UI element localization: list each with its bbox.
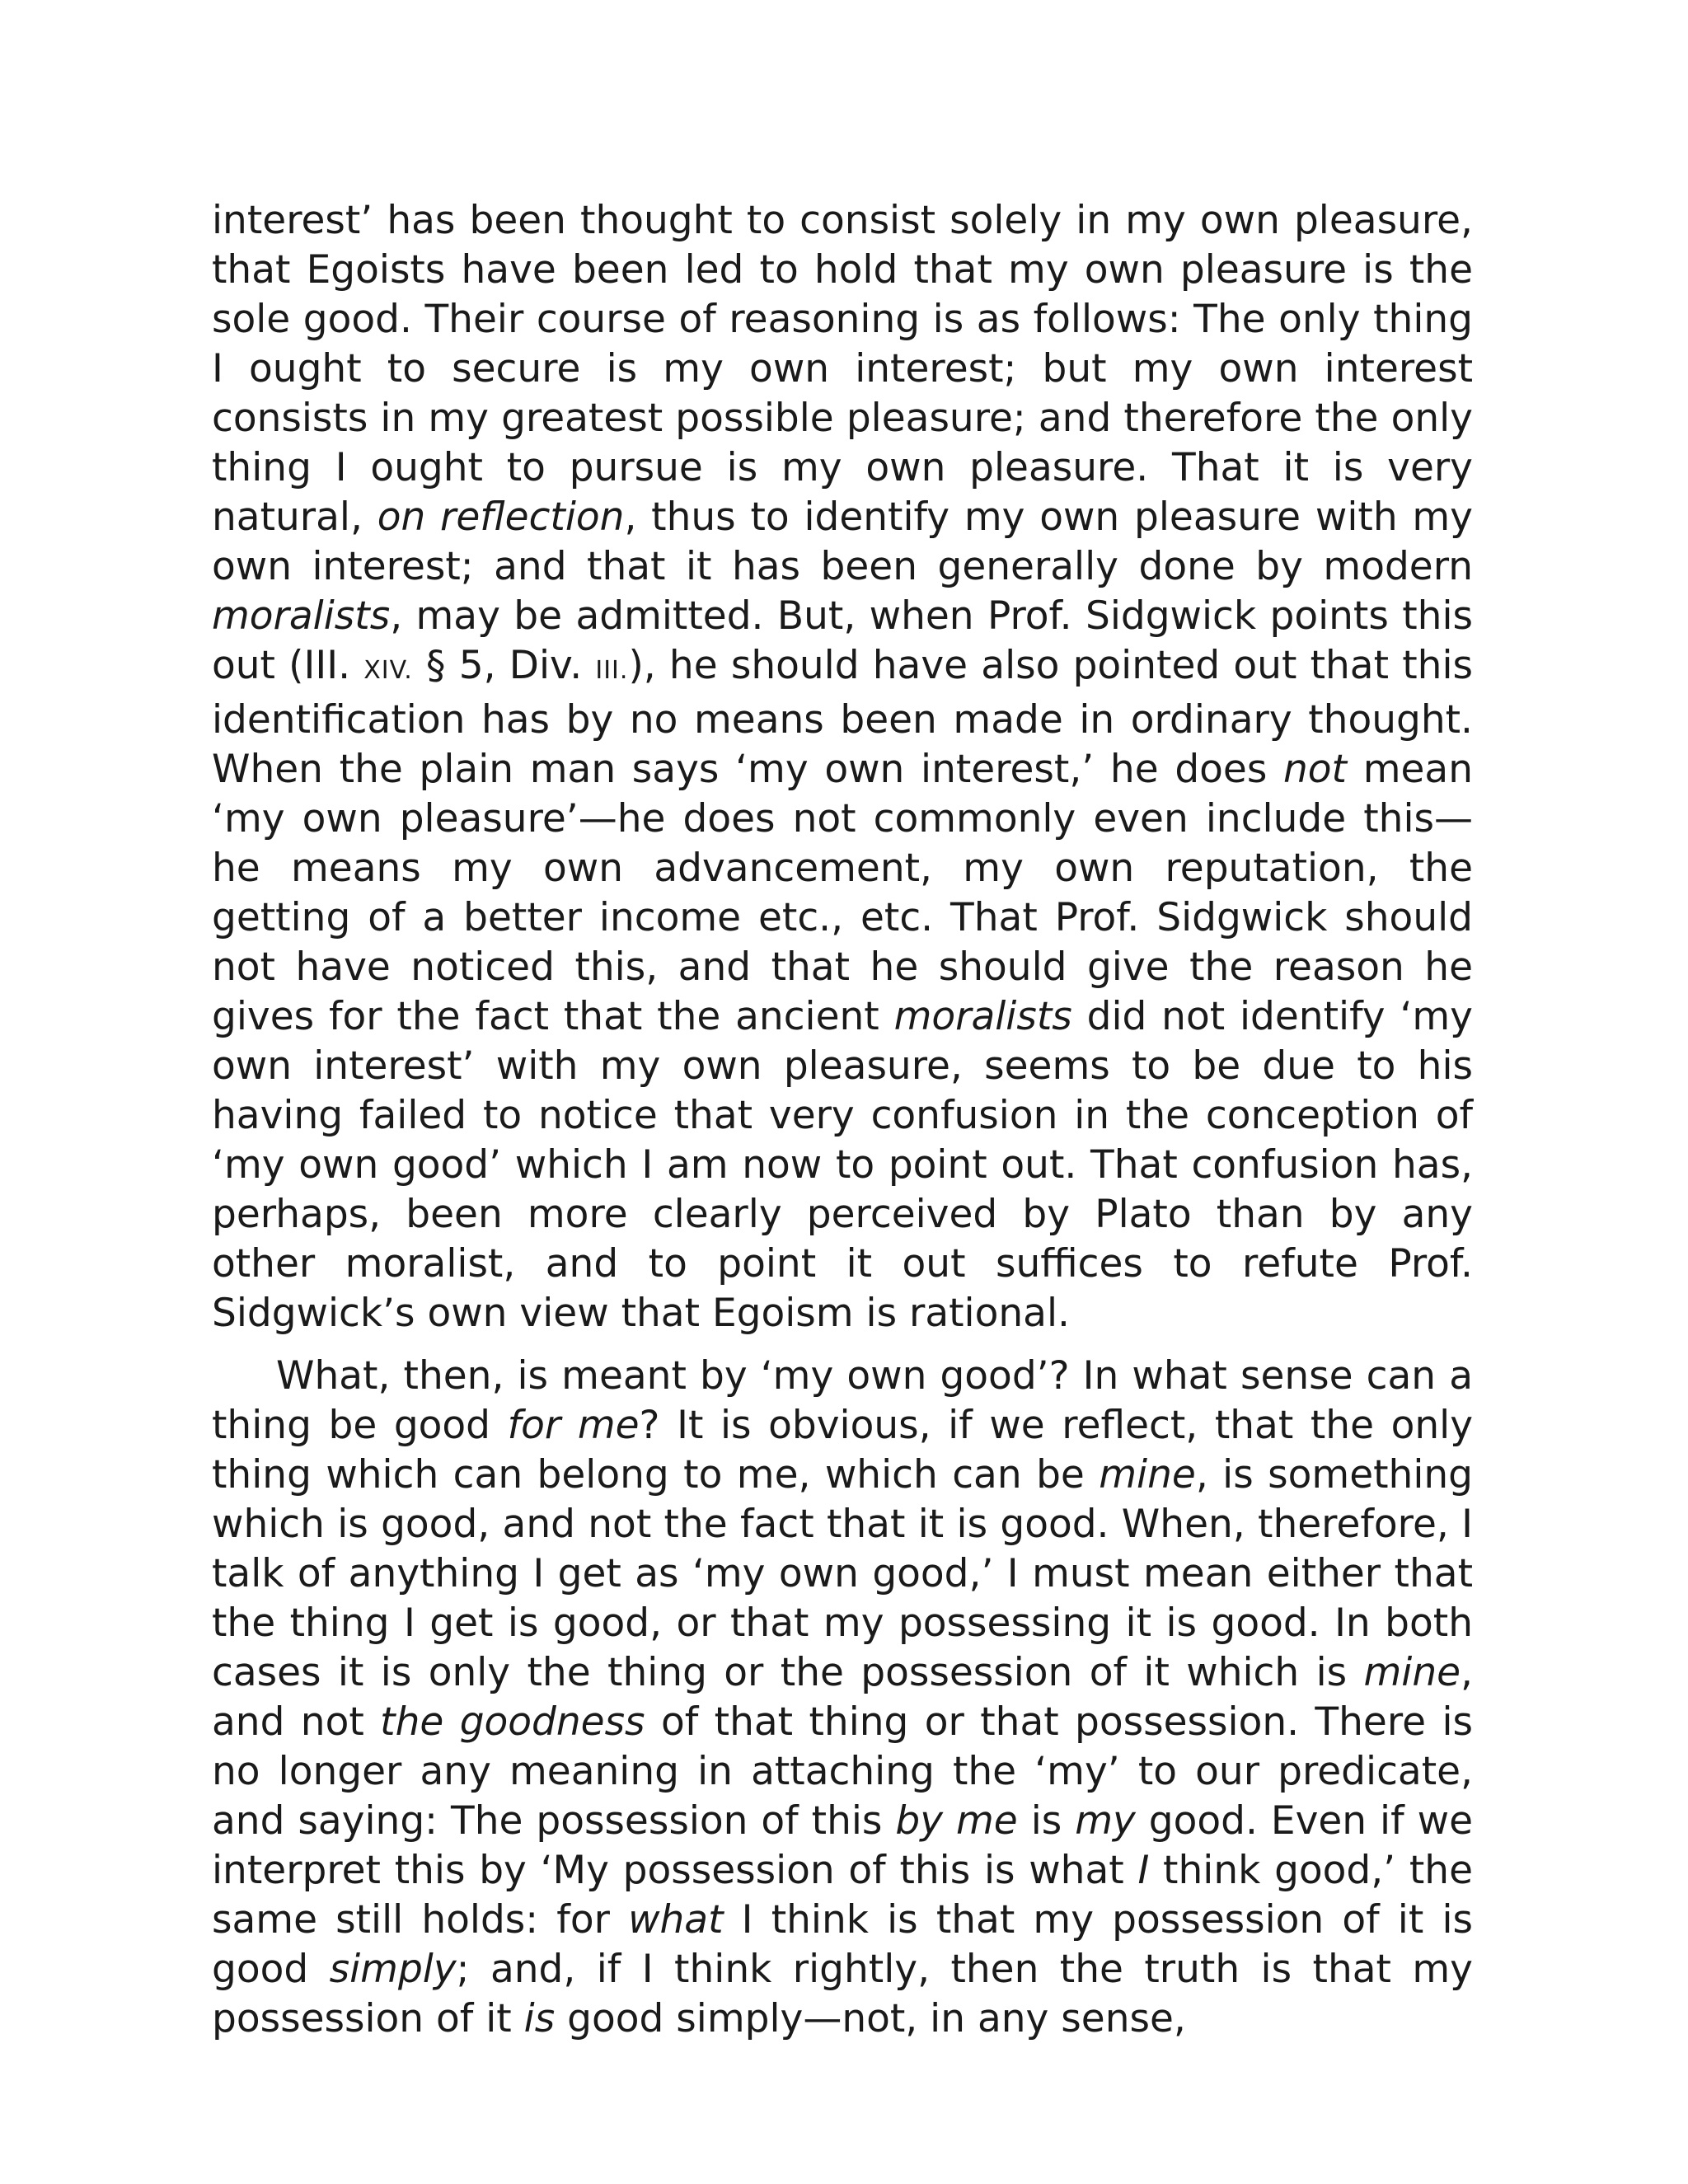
italic-segment: by me: [895, 1798, 1018, 1844]
text-segment: , thus to identify my own pleasure with my own interest; and that it has been generally done by modern: [212, 494, 1473, 589]
italic-segment: the goodness: [380, 1699, 645, 1745]
text-segment: interest’ has been thought to consist solely in my own pleasure, that Egoists have been led to hold that my own pleasure is the sole good. Their course of reasoning is as follows: The only thing I ought to secure is my own interest; but my own interest consists in my greatest possible pleasure; and therefore the only thing I ought to pursue is my own pleasure. That it is very natural,: [212, 198, 1473, 540]
italic-segment: simply: [329, 1947, 457, 1992]
text-segment: ? It is obvious, if we reflect, that the only thing which can belong to me, which can be: [212, 1403, 1474, 1497]
small-caps-segment: III.: [595, 656, 629, 685]
italic-segment: not: [1283, 747, 1347, 792]
italic-segment: for me: [507, 1403, 640, 1448]
paragraph-2: [212, 1352, 1473, 2044]
paragraph-1: [212, 196, 1473, 1338]
text-segment: mean ‘my own pleasure’—he does not commonly even include this—he means my own advancement, my own reputation, the getting of a better income etc., etc. That Prof. Sidgwick should not have noticed this, and that he should give the reason he gives for the fact that the ancient: [212, 747, 1473, 1039]
text-segment: What, then, is meant by ‘my own good’? In what sense can a thing be good: [212, 1353, 1473, 1448]
text-segment: think good,’ the same still holds: for: [212, 1848, 1473, 1943]
text-segment: , may be admitted. But, when Prof. Sidgwick points this out (III.: [212, 593, 1473, 688]
text-segment: of that thing or that possession. There is no longer any meaning in attaching the ‘my’ to our predicate, and saying: The possession of this: [212, 1699, 1473, 1844]
text-segment: , is something which is good, and not the fact that it is good. When, therefore, I talk of anything I get as ‘my own good,’ I must mean either that the thing I get is good, or that my possessing it is good. In both cases it is only the thing or the possession of it which is: [212, 1452, 1474, 1695]
italic-segment: mine: [1099, 1452, 1196, 1497]
text-segment: I think is that my possession of it is good: [212, 1897, 1473, 1992]
text-segment: , and not: [212, 1650, 1473, 1745]
italic-segment: moralists: [893, 994, 1072, 1039]
text-segment: good simply—not, in any sense,: [555, 1996, 1186, 2041]
italic-segment: I: [1137, 1848, 1150, 1893]
italic-segment: my: [1075, 1798, 1136, 1844]
small-caps-segment: XIV.: [363, 656, 413, 685]
italic-segment: moralists: [212, 593, 391, 639]
italic-segment: is: [523, 1996, 556, 2041]
italic-segment: what: [628, 1897, 724, 1943]
text-segment: good. Even if we interpret this by ‘My possession of this is what: [212, 1798, 1473, 1893]
text-segment: did not identify ‘my own interest’ with my own pleasure, seems to be due to his having failed to notice that very confusion in the conception of ‘my own good’ which I am now to point out. That confusion has, perhaps, been more clearly perceived by Plato than by any other moralist, and to point it out suffices to refute Prof. Sidgwick’s own view that Egoism is rational.: [212, 994, 1473, 1336]
text-segment: ), he should have also pointed out that this identification has by no means been made in ordinary thought. When the plain man says ‘my own interest,’ he does: [212, 643, 1473, 792]
text-segment: ; and, if I think rightly, then the truth is that my possession of it: [212, 1947, 1473, 2041]
text-segment: § 5, Div.: [412, 643, 596, 688]
body-text: [212, 196, 1473, 2044]
italic-segment: mine: [1363, 1650, 1461, 1695]
italic-segment: on reflection: [377, 494, 625, 540]
text-segment: is: [1017, 1798, 1076, 1844]
